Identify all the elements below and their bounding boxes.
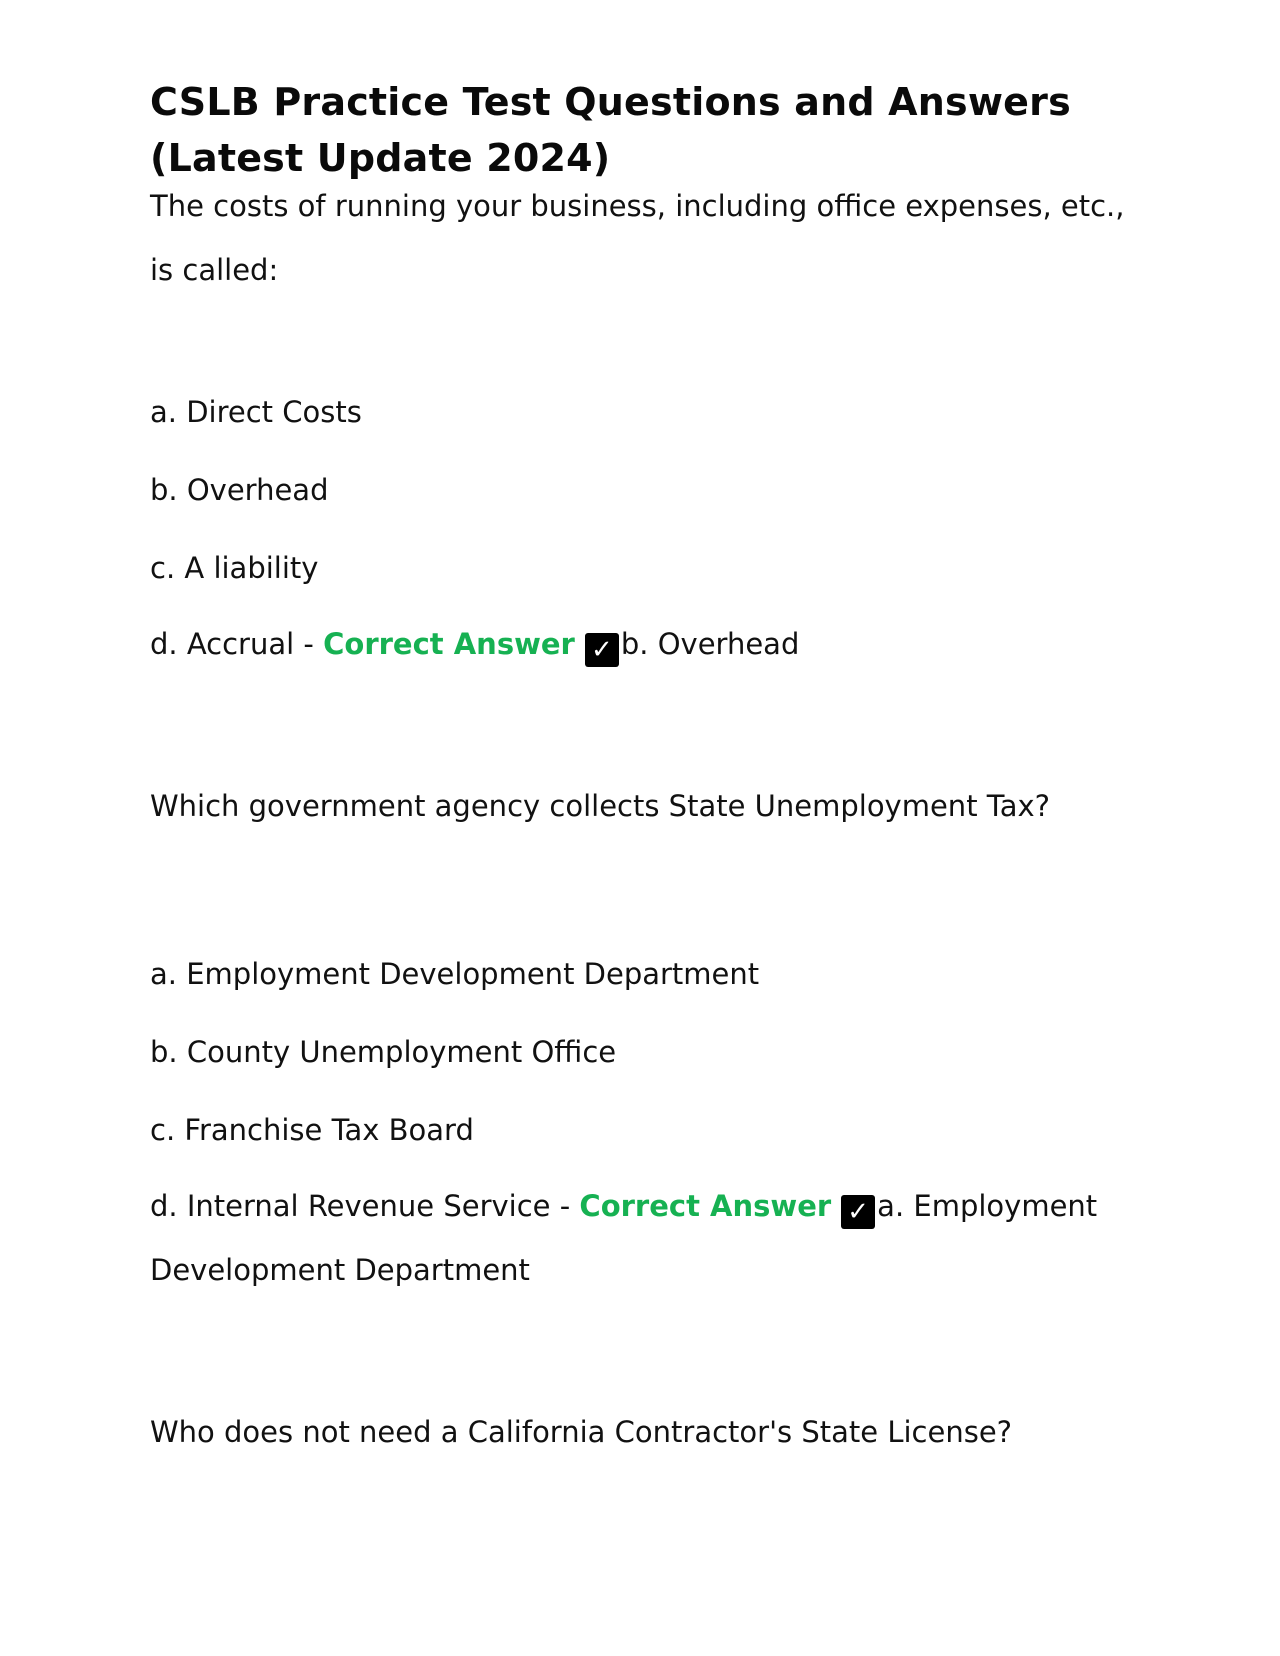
option-item: b. County Unemployment Office (150, 1035, 617, 1069)
option-item: d. Internal Revenue Service - (150, 1189, 571, 1223)
question-text: Who does not need a California Contractor's State License? (150, 1415, 1013, 1449)
question-block (150, 1400, 1130, 1464)
option-item: c. A liability (150, 551, 319, 585)
option-item: d. Accrual - (150, 627, 314, 661)
question-text: Which government agency collects State Unemployment Tax? (150, 789, 1051, 823)
document-page (150, 74, 1130, 1449)
check-mark-box-icon: ✓ (841, 1195, 875, 1229)
correct-answer-label: Correct Answer (579, 1189, 832, 1223)
answer-value: a. Employment Development Department (150, 1189, 1098, 1287)
option-item: a. Direct Costs (150, 395, 362, 429)
correct-answer-label: Correct Answer (323, 627, 575, 661)
page-title: CSLB Practice Test Questions and Answers (Latest Update 2024) (150, 80, 1071, 180)
option-list (150, 470, 1130, 510)
answer-paragraph (150, 612, 1130, 676)
question-text: The costs of running your business, including office expenses, etc., is called: (150, 189, 1125, 287)
option-list (150, 1032, 1130, 1072)
question-block (150, 774, 1130, 838)
option-list (150, 392, 1130, 432)
option-item: a. Employment Development Department (150, 957, 760, 991)
option-item: c. Franchise Tax Board (150, 1113, 474, 1147)
answer-line (150, 1174, 1130, 1302)
question-block (150, 174, 1130, 302)
option-list (150, 954, 1130, 994)
option-item: b. Overhead (150, 473, 329, 507)
option-list (150, 548, 1130, 588)
answer-value: b. Overhead (620, 627, 800, 661)
check-mark-box-icon: ✓ (585, 633, 619, 667)
option-list (150, 1110, 1130, 1150)
answer-line (150, 612, 1130, 676)
answer-paragraph (150, 1174, 1130, 1302)
